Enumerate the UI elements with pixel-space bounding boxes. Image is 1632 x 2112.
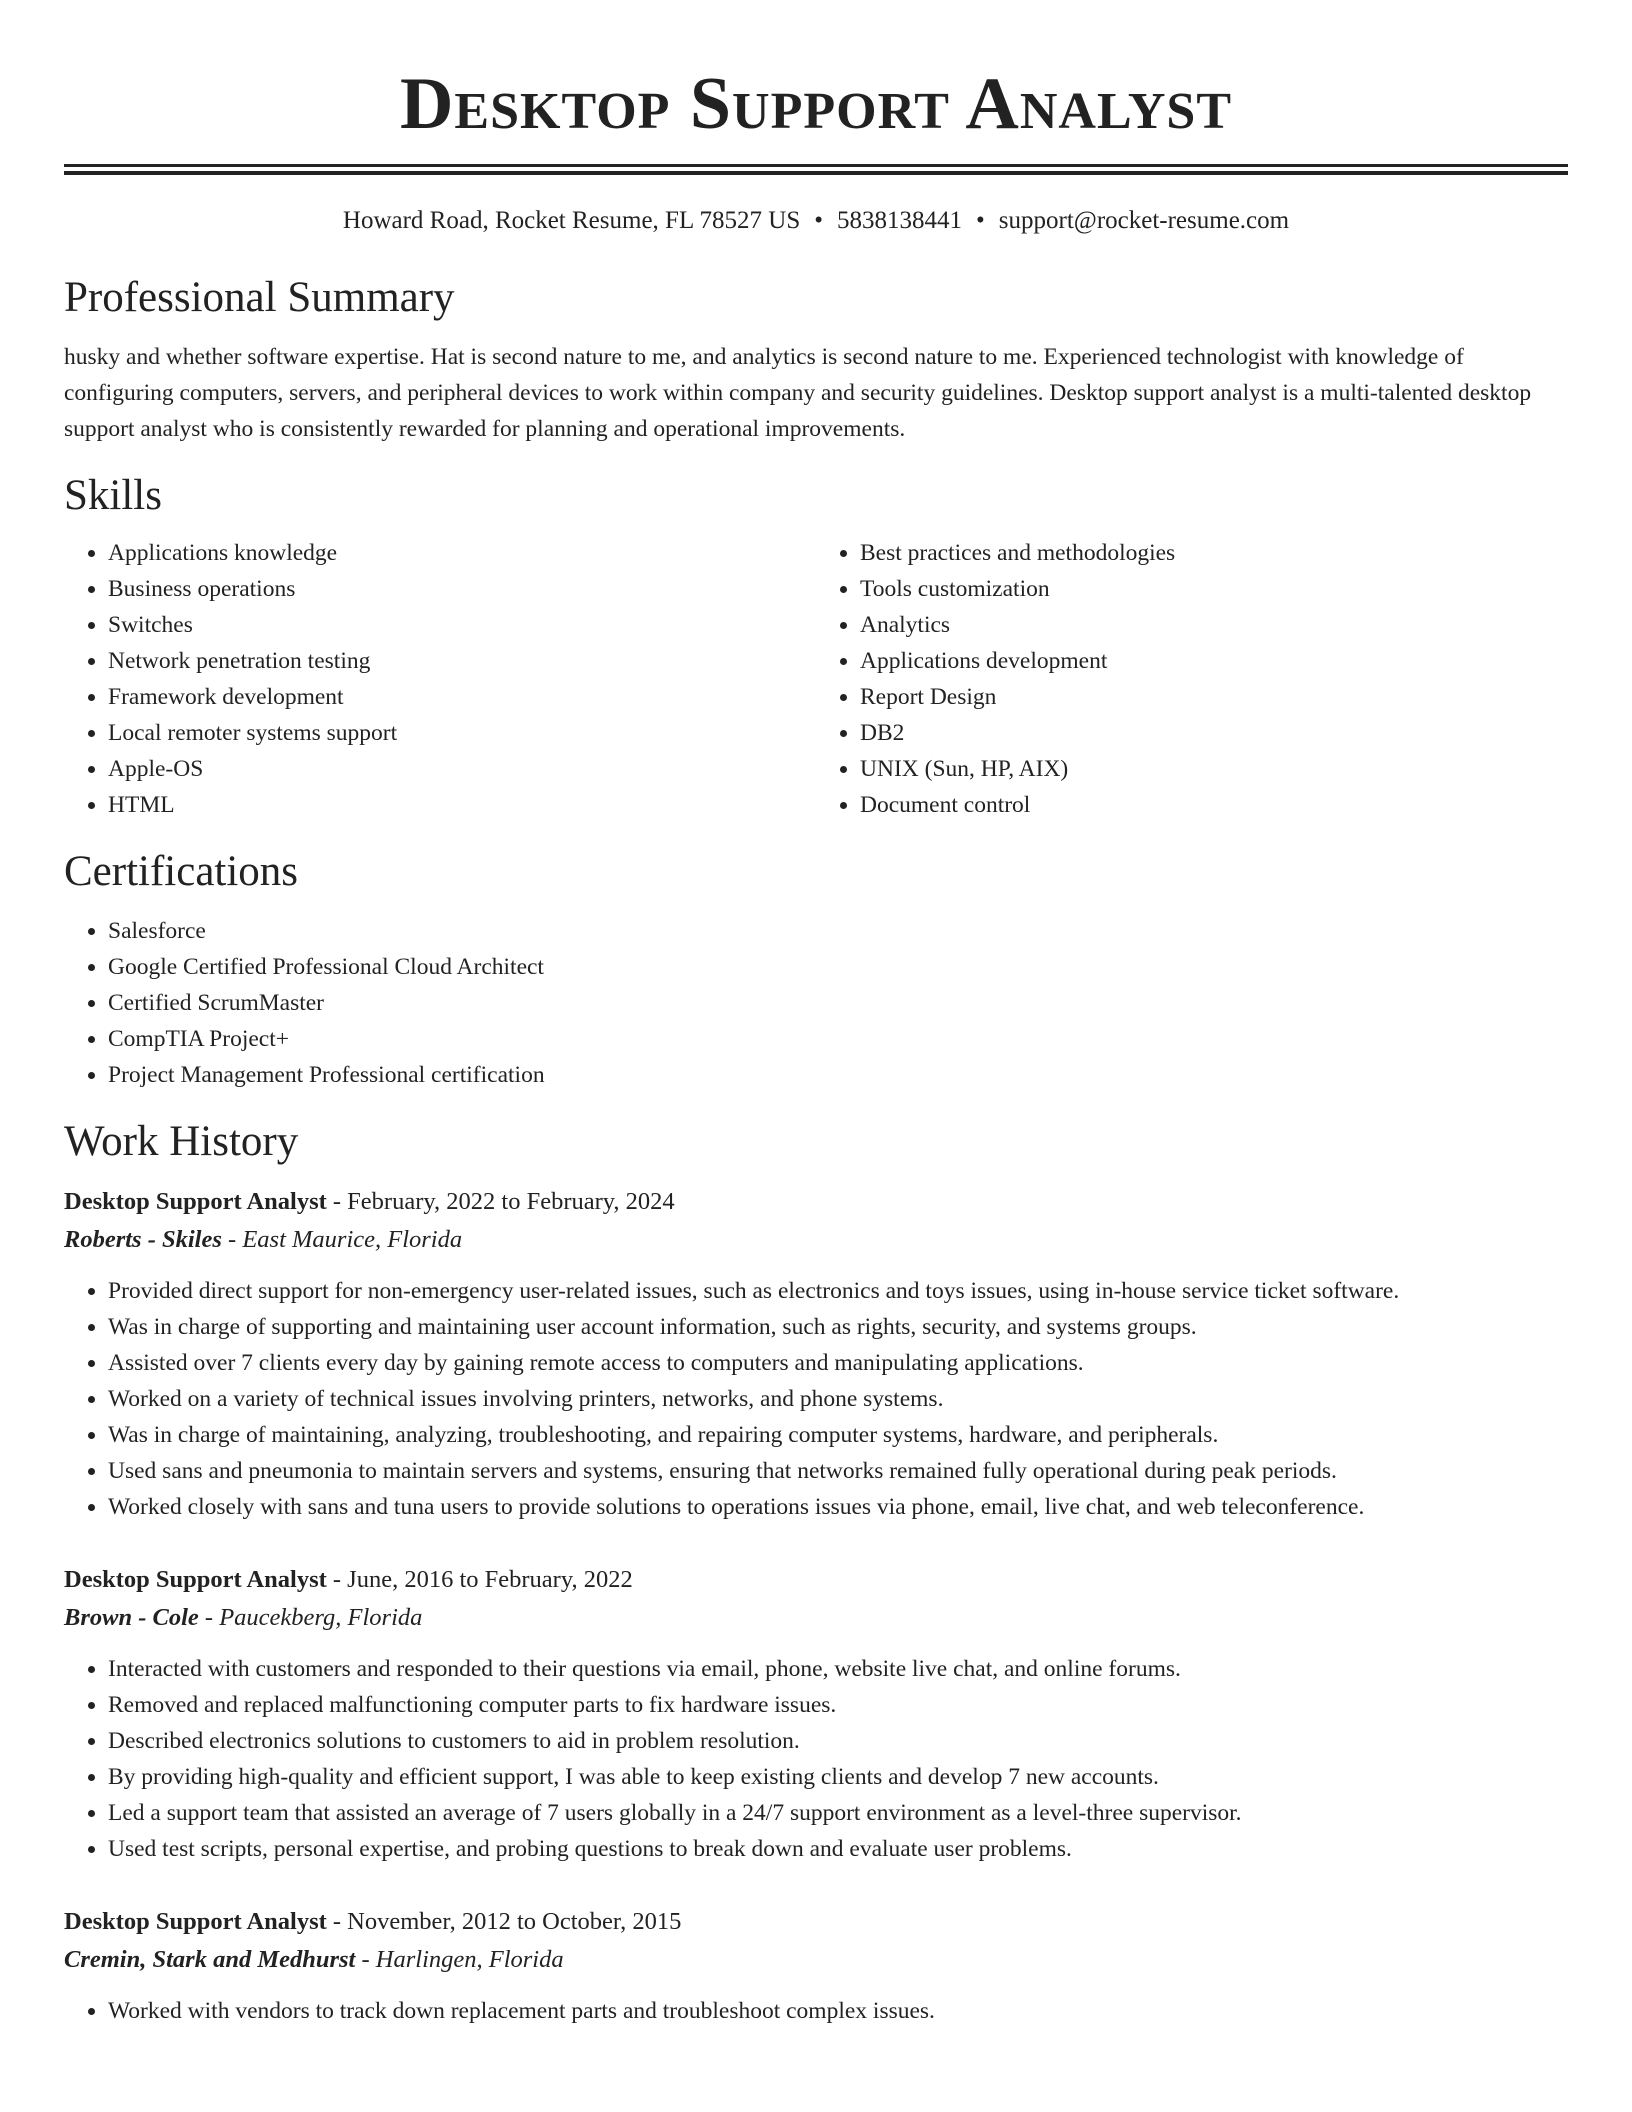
job-bullet: • Provided direct support for non-emergency user-related issues, such as electronics and toys issues, using in-house service ticket software. bbox=[108, 1273, 1568, 1309]
job-company: Roberts - Skiles bbox=[64, 1226, 222, 1253]
skill-item: • DB2 bbox=[860, 715, 1568, 751]
job-bullets bbox=[64, 1651, 1568, 1867]
job-company: Brown - Cole bbox=[64, 1604, 199, 1631]
header-divider bbox=[64, 164, 1568, 175]
skills-grid bbox=[64, 535, 1568, 823]
job-company-line bbox=[64, 1941, 1568, 1979]
job-location: - Paucekberg, Florida bbox=[198, 1604, 423, 1631]
job-bullet: • Was in charge of maintaining, analyzing, troubleshooting, and repairing computer systems, hardware, and peripherals. bbox=[108, 1417, 1568, 1453]
skill-item: • Apple-OS bbox=[108, 751, 816, 787]
certification-item: • Salesforce bbox=[108, 913, 1568, 949]
skill-item: • Network penetration testing bbox=[108, 643, 816, 679]
job-bullet: • By providing high-quality and efficient support, I was able to keep existing clients and develop 7 new accounts. bbox=[108, 1759, 1568, 1795]
skill-item: • Best practices and methodologies bbox=[860, 535, 1568, 571]
job-entry bbox=[64, 1183, 1568, 1525]
job-company-line bbox=[64, 1221, 1568, 1259]
job-title-line bbox=[64, 1903, 1568, 1941]
certification-item: • Project Management Professional certification bbox=[108, 1057, 1568, 1093]
skill-item: • UNIX (Sun, HP, AIX) bbox=[860, 751, 1568, 787]
job-title: Desktop Support Analyst bbox=[64, 1908, 327, 1935]
resume-name-heading: Desktop Support Analyst bbox=[399, 63, 1233, 145]
job-company: Cremin, Stark and Medhurst bbox=[64, 1946, 356, 1973]
job-dates: - November, 2012 to October, 2015 bbox=[326, 1908, 682, 1935]
job-bullet: • Used sans and pneumonia to maintain servers and systems, ensuring that networks remained fully operational during peak periods. bbox=[108, 1453, 1568, 1489]
job-location: - Harlingen, Florida bbox=[355, 1946, 564, 1973]
job-bullet: • Worked with vendors to track down replacement parts and troubleshoot complex issues. bbox=[108, 1993, 1568, 2029]
job-title-line bbox=[64, 1183, 1568, 1221]
certification-item: • CompTIA Project+ bbox=[108, 1021, 1568, 1057]
job-bullet: • Worked on a variety of technical issues involving printers, networks, and phone systems. bbox=[108, 1381, 1568, 1417]
resume-page bbox=[64, 0, 1568, 2029]
job-bullet: • Led a support team that assisted an average of 7 users globally in a 24/7 support environment as a level-three supervisor. bbox=[108, 1795, 1568, 1831]
job-bullets bbox=[64, 1273, 1568, 1525]
job-company-line bbox=[64, 1599, 1568, 1637]
certifications-list bbox=[64, 913, 1568, 1093]
skill-item: • Document control bbox=[860, 787, 1568, 823]
skill-item: • Analytics bbox=[860, 607, 1568, 643]
job-bullet: • Used test scripts, personal expertise, and probing questions to break down and evaluate user problems. bbox=[108, 1831, 1568, 1867]
contact-email: support@rocket-resume.com bbox=[998, 207, 1290, 234]
summary-text: husky and whether software expertise. Hat is second nature to me, and analytics is second nature to me. Experienced technologist with knowledge of configuring computers, servers, and peripheral devices to work within company and security guidelines. Desktop support analyst is a multi-talented desktop support analyst who is consistently rewarded for planning and operational improvements. bbox=[64, 344, 1532, 442]
skill-item: • Local remoter systems support bbox=[108, 715, 816, 751]
job-bullet: • Worked closely with sans and tuna users to provide solutions to operations issues via phone, email, live chat, and web teleconference. bbox=[108, 1489, 1568, 1525]
contact-line bbox=[64, 205, 1568, 237]
job-bullets bbox=[64, 1993, 1568, 2029]
skill-item: • Applications knowledge bbox=[108, 535, 816, 571]
skills-heading: Skills bbox=[64, 472, 162, 519]
skill-item: • Switches bbox=[108, 607, 816, 643]
contact-separator: • bbox=[814, 207, 824, 234]
job-entry bbox=[64, 1561, 1568, 1867]
job-title: Desktop Support Analyst bbox=[64, 1566, 327, 1593]
certifications-heading: Certifications bbox=[64, 848, 299, 895]
job-bullet: • Interacted with customers and responded to their questions via email, phone, website live chat, and online forums. bbox=[108, 1651, 1568, 1687]
certification-item: • Google Certified Professional Cloud Architect bbox=[108, 949, 1568, 985]
skills-list-right bbox=[816, 535, 1568, 823]
contact-separator: • bbox=[976, 207, 985, 234]
job-bullet: • Assisted over 7 clients every day by gaining remote access to computers and manipulating applications. bbox=[108, 1345, 1568, 1381]
contact-phone: 5838138441 bbox=[837, 207, 963, 234]
job-dates: - February, 2022 to February, 2024 bbox=[326, 1188, 675, 1215]
job-location: - East Maurice, Florida bbox=[221, 1226, 463, 1253]
job-title-line bbox=[64, 1561, 1568, 1599]
job-dates: - June, 2016 to February, 2022 bbox=[326, 1566, 633, 1593]
skill-item: • Tools customization bbox=[860, 571, 1568, 607]
work-history-heading: Work History bbox=[64, 1118, 299, 1165]
skill-item: • Framework development bbox=[108, 679, 816, 715]
job-entry bbox=[64, 1903, 1568, 2029]
skill-item: • Report Design bbox=[860, 679, 1568, 715]
contact-address: Howard Road, Rocket Resume, FL 78527 US bbox=[342, 207, 801, 234]
certification-item: • Certified ScrumMaster bbox=[108, 985, 1568, 1021]
job-title: Desktop Support Analyst bbox=[64, 1188, 327, 1215]
skill-item: • Applications development bbox=[860, 643, 1568, 679]
summary-heading: Professional Summary bbox=[64, 274, 455, 321]
job-bullet: • Removed and replaced malfunctioning computer parts to fix hardware issues. bbox=[108, 1687, 1568, 1723]
job-bullet: • Described electronics solutions to customers to aid in problem resolution. bbox=[108, 1723, 1568, 1759]
job-bullet: • Was in charge of supporting and maintaining user account information, such as rights, security, and systems groups. bbox=[108, 1309, 1568, 1345]
skill-item: • Business operations bbox=[108, 571, 816, 607]
skills-list-left bbox=[64, 535, 816, 823]
skill-item: • HTML bbox=[108, 787, 816, 823]
